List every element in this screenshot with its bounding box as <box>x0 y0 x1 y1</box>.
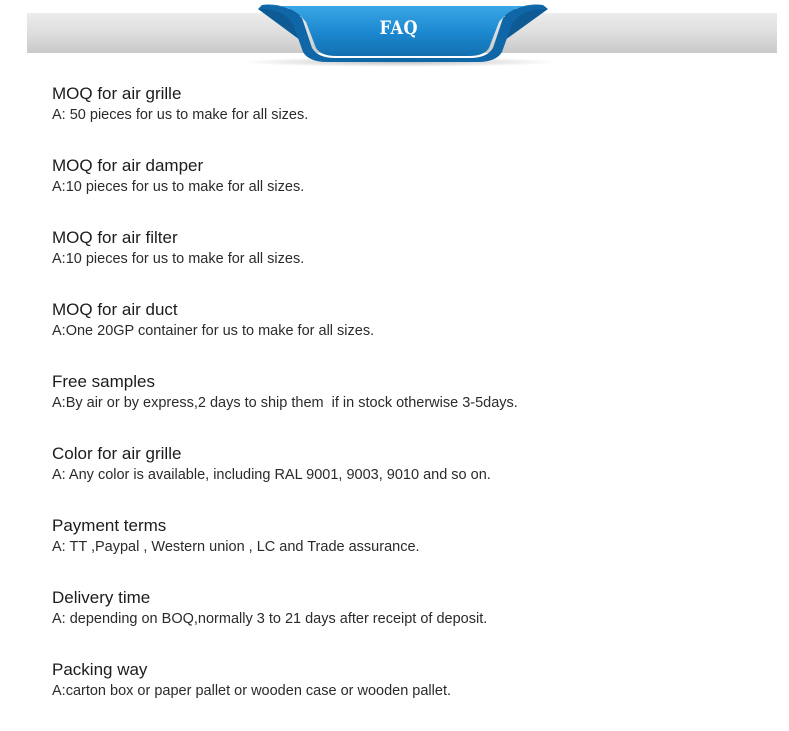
faq-header <box>0 0 789 70</box>
faq-question: MOQ for air grille <box>52 84 182 103</box>
faq-question: Payment terms <box>52 516 167 535</box>
faq-question: Delivery time <box>52 588 151 607</box>
page-title: FAQ <box>379 17 418 39</box>
faq-answer: A:By air or by express,2 days to ship them if in stock otherwise 3-5days. <box>52 395 518 411</box>
faq-answer: A: depending on BOQ,normally 3 to 21 days after receipt of deposit. <box>52 611 488 627</box>
faq-question: Free samples <box>52 372 155 391</box>
faq-item <box>52 371 772 443</box>
faq-item <box>52 587 772 659</box>
faq-answer: A:10 pieces for us to make for all sizes. <box>52 179 305 195</box>
faq-question: MOQ for air filter <box>52 228 178 247</box>
faq-item <box>52 659 772 731</box>
faq-item <box>52 443 772 515</box>
faq-question: MOQ for air damper <box>52 156 204 175</box>
faq-answer: A:One 20GP container for us to make for all sizes. <box>52 323 375 339</box>
faq-item <box>52 299 772 371</box>
faq-item <box>52 83 772 155</box>
faq-item <box>52 515 772 587</box>
faq-question: MOQ for air duct <box>52 300 178 319</box>
faq-question: Packing way <box>52 660 148 679</box>
faq-answer: A: 50 pieces for us to make for all sizes. <box>52 107 309 123</box>
faq-answer: A:10 pieces for us to make for all sizes. <box>52 251 305 267</box>
faq-answer: A: TT ,Paypal , Western union , LC and Trade assurance. <box>52 539 420 555</box>
faq-answer: A:carton box or paper pallet or wooden case or wooden pallet. <box>52 683 451 699</box>
faq-answer: A: Any color is available, including RAL 9001, 9003, 9010 and so on. <box>52 467 491 483</box>
faq-item <box>52 155 772 227</box>
faq-item <box>52 227 772 299</box>
faq-question: Color for air grille <box>52 444 182 463</box>
faq-list <box>52 83 772 731</box>
